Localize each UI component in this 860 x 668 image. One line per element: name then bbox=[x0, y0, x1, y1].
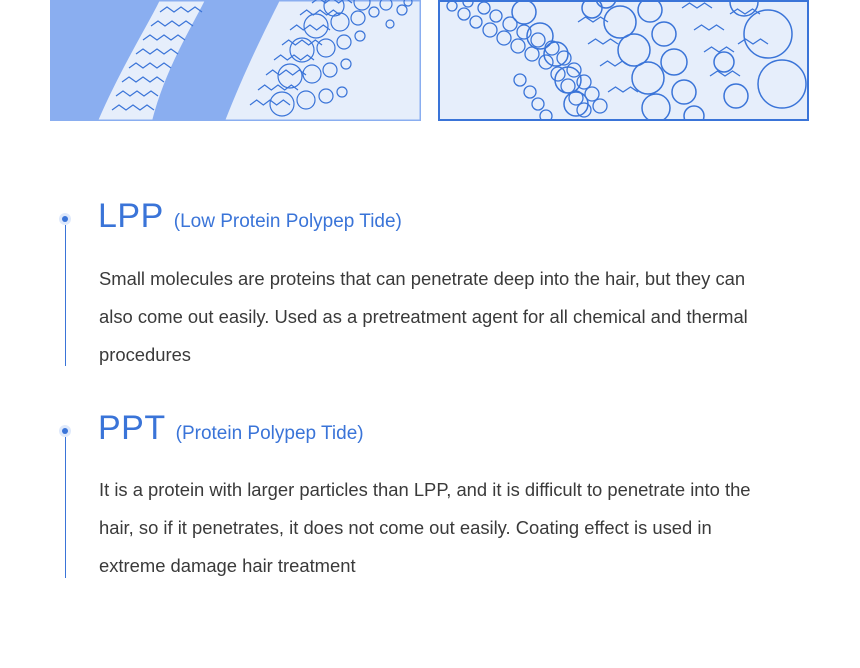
timeline-dot bbox=[59, 213, 71, 225]
panel-background bbox=[438, 0, 809, 121]
ppt-heading bbox=[98, 409, 364, 448]
lpp-description: Small molecules are proteins that can penetrate deep into the hair, but they can also come out easily. Used as a pretreatment agent for all chemical and thermal procedures bbox=[99, 268, 748, 365]
ppt-description: It is a protein with larger particles than LPP, and it is difficult to penetrate into the hair, so if it penetrates, it does not come out easily. Coating effect is used in extreme damage hair treatment bbox=[99, 479, 751, 576]
lpp-illustration-graphic bbox=[50, 0, 421, 121]
lpp-abbreviation: LPP bbox=[98, 197, 164, 235]
lpp-full-name: (Low Protein Polypep Tide) bbox=[173, 211, 402, 232]
ppt-illustration-graphic bbox=[438, 0, 809, 121]
timeline-dot bbox=[59, 425, 71, 437]
timeline-line bbox=[65, 437, 67, 578]
ppt-illustration bbox=[438, 0, 809, 121]
lpp-illustration bbox=[50, 0, 421, 121]
ppt-full-name: (Protein Polypep Tide) bbox=[175, 423, 364, 444]
timeline-line bbox=[65, 225, 67, 366]
ppt-abbreviation: PPT bbox=[98, 409, 166, 447]
lpp-heading bbox=[98, 197, 402, 236]
